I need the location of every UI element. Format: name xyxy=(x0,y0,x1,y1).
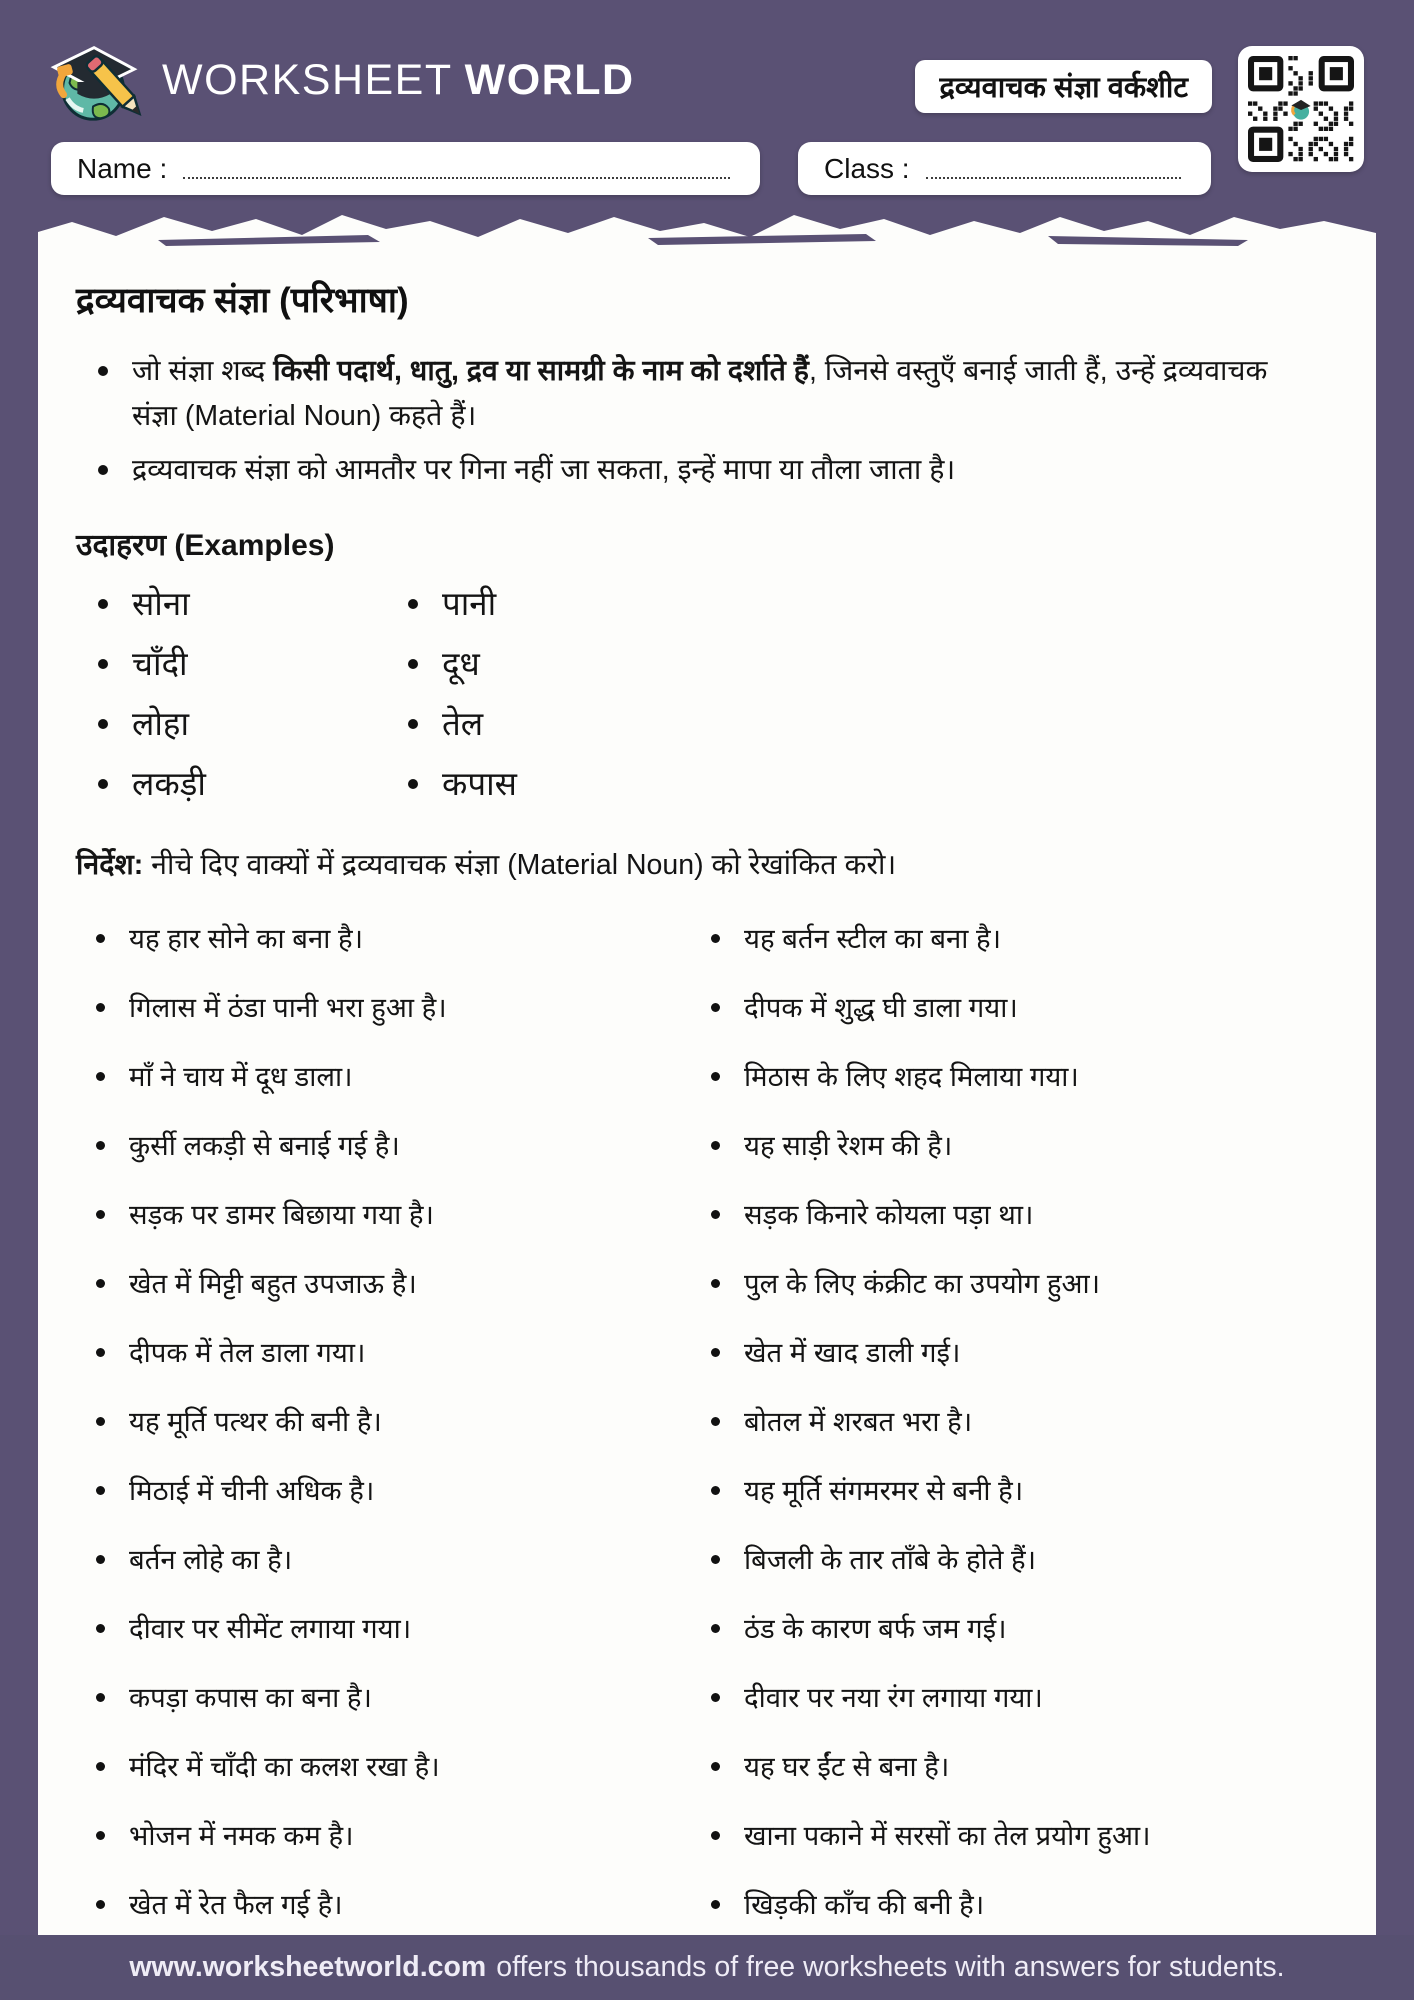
sentence-text: मिठाई में चीनी अधिक है। xyxy=(129,1475,375,1506)
sentence-item xyxy=(76,991,691,1024)
sentence-item xyxy=(691,1474,1342,1507)
brand-first: WORKSHEET xyxy=(162,56,453,104)
sentence-text: दीपक में शुद्ध घी डाला गया। xyxy=(744,992,1018,1023)
bullet-icon xyxy=(711,1762,720,1771)
class-input-line[interactable] xyxy=(926,151,1181,179)
sentence-text: कपड़ा कपास का बना है। xyxy=(129,1682,372,1713)
examples-columns xyxy=(76,584,1342,824)
example-word: लकड़ी xyxy=(132,765,206,802)
bullet-icon xyxy=(711,1210,720,1219)
bullet-icon xyxy=(408,659,418,669)
name-label: Name : xyxy=(77,153,168,184)
examples-column-2 xyxy=(386,584,696,824)
sentence-text: यह बर्तन स्टील का बना है। xyxy=(744,923,1002,954)
sentence-item xyxy=(76,1060,691,1093)
sentence-item xyxy=(691,1750,1342,1783)
bullet-icon xyxy=(96,1762,105,1771)
sentence-text: खाना पकाने में सरसों का तेल प्रयोग हुआ। xyxy=(744,1820,1151,1851)
instruction-line xyxy=(76,846,1342,884)
sentence-text: दीवार पर सीमेंट लगाया गया। xyxy=(129,1613,412,1644)
bullet-icon xyxy=(96,934,105,943)
examples-column-1 xyxy=(76,584,386,824)
example-item xyxy=(76,584,386,624)
bullet-icon xyxy=(98,465,108,475)
example-item xyxy=(76,644,386,684)
sentence-item xyxy=(691,1612,1342,1645)
bullet-icon xyxy=(96,1900,105,1909)
footer-text: offers thousands of free worksheets with answers for students. xyxy=(496,1951,1285,1983)
sentence-item xyxy=(691,1819,1342,1852)
sentence-text: भोजन में नमक कम है। xyxy=(129,1820,354,1851)
name-field xyxy=(51,142,760,195)
sentence-column-2 xyxy=(691,922,1342,1957)
bullet-icon xyxy=(96,1624,105,1633)
sentence-item xyxy=(76,1198,691,1231)
bullet-icon xyxy=(711,1417,720,1426)
sentence-text: सड़क पर डामर बिछाया गया है। xyxy=(129,1199,434,1230)
sentence-item xyxy=(691,1681,1342,1714)
sentence-item xyxy=(691,922,1342,955)
sentence-text: यह घर ईंट से बना है। xyxy=(744,1751,950,1782)
brand-wordmark xyxy=(162,56,635,105)
bullet-icon xyxy=(711,934,720,943)
bullet-icon xyxy=(96,1555,105,1564)
sentence-item xyxy=(76,1612,691,1645)
class-label: Class : xyxy=(824,153,910,184)
definition-list xyxy=(76,349,1342,493)
worksheet-paper xyxy=(38,248,1376,1935)
sentence-item xyxy=(76,1129,691,1162)
sentence-columns xyxy=(76,922,1342,1957)
sentence-text: गिलास में ठंडा पानी भरा हुआ है। xyxy=(129,992,447,1023)
qr-center-logo xyxy=(1289,97,1312,120)
definition-item xyxy=(76,448,1306,493)
bullet-icon xyxy=(711,1072,720,1081)
sentence-item xyxy=(691,1405,1342,1438)
sentence-text: यह मूर्ति संगमरमर से बनी है। xyxy=(744,1475,1024,1506)
bullet-icon xyxy=(96,1279,105,1288)
bullet-icon xyxy=(96,1141,105,1150)
sentence-item xyxy=(76,1543,691,1576)
sentence-text: माँ ने चाय में दूध डाला। xyxy=(129,1061,353,1092)
example-word: लोहा xyxy=(132,705,189,742)
bullet-icon xyxy=(98,366,108,376)
example-word: तेल xyxy=(442,705,484,742)
sentence-item xyxy=(691,1888,1342,1921)
example-word: पानी xyxy=(442,585,497,622)
sentence-item xyxy=(691,1267,1342,1300)
sentence-text: यह मूर्ति पत्थर की बनी है। xyxy=(129,1406,382,1437)
sentence-text: यह हार सोने का बना है। xyxy=(129,923,364,954)
bullet-icon xyxy=(96,1693,105,1702)
sentence-item xyxy=(76,1336,691,1369)
footer-site-url: www.worksheetworld.com xyxy=(129,1951,487,1983)
bullet-icon xyxy=(711,1693,720,1702)
class-field xyxy=(798,142,1211,195)
sentence-item xyxy=(691,1336,1342,1369)
sentence-item xyxy=(76,1819,691,1852)
sentence-text: खिड़की काँच की बनी है। xyxy=(744,1889,985,1920)
example-item xyxy=(76,764,386,804)
examples-heading: उदाहरण (Examples) xyxy=(76,529,335,562)
bullet-icon xyxy=(96,1486,105,1495)
sentence-text: यह साड़ी रेशम की है। xyxy=(744,1130,953,1161)
sentence-text: खेत में मिट्टी बहुत उपजाऊ है। xyxy=(129,1268,417,1299)
bullet-icon xyxy=(711,1003,720,1012)
sentence-text: मंदिर में चाँदी का कलश रखा है। xyxy=(129,1751,440,1782)
sentence-item xyxy=(76,1888,691,1921)
example-item xyxy=(76,704,386,744)
instruction-label: निर्देश: xyxy=(76,849,144,881)
sentence-text: बोतल में शरबत भरा है। xyxy=(744,1406,973,1437)
bullet-icon xyxy=(98,779,108,789)
sentence-text: पुल के लिए कंक्रीट का उपयोग हुआ। xyxy=(744,1268,1101,1299)
bullet-icon xyxy=(408,719,418,729)
bullet-icon xyxy=(408,599,418,609)
qr-finder-bottom-left xyxy=(1248,127,1283,162)
example-word: सोना xyxy=(132,585,190,622)
definition-item xyxy=(76,349,1306,439)
bullet-icon xyxy=(711,1486,720,1495)
bullet-icon xyxy=(711,1279,720,1288)
example-word: दूध xyxy=(442,645,480,682)
sentence-text: दीवार पर नया रंग लगाया गया। xyxy=(744,1682,1043,1713)
example-item xyxy=(386,704,696,744)
sentence-item xyxy=(691,1129,1342,1162)
sentence-item xyxy=(691,1198,1342,1231)
sentence-item xyxy=(76,1681,691,1714)
sentence-text: मिठास के लिए शहद मिलाया गया। xyxy=(744,1061,1079,1092)
bullet-icon xyxy=(96,1831,105,1840)
instruction-text: नीचे दिए वाक्यों में द्रव्यवाचक संज्ञा (Material Noun) को रेखांकित करो। xyxy=(143,849,897,881)
sentence-text: ठंड के कारण बर्फ जम गई। xyxy=(744,1613,1007,1644)
sentence-item xyxy=(691,1060,1342,1093)
worksheet-topic-badge: द्रव्यवाचक संज्ञा वर्कशीट xyxy=(915,60,1212,113)
sentence-item xyxy=(76,1405,691,1438)
sentence-item xyxy=(76,1267,691,1300)
qr-finder-top-left xyxy=(1248,56,1283,91)
sentence-item xyxy=(691,991,1342,1024)
sentence-column-1 xyxy=(76,922,691,1957)
sentence-text: बिजली के तार ताँबे के होते हैं। xyxy=(744,1544,1037,1575)
bullet-icon xyxy=(711,1348,720,1357)
bullet-icon xyxy=(711,1900,720,1909)
example-word: चाँदी xyxy=(132,645,188,682)
definition-text: जो संज्ञा शब्द किसी पदार्थ, धातु, द्रव या सामग्री के नाम को दर्शाते हैं, जिनसे वस्तुएँ बनाई जाती हैं, उन्हें द्रव्यवाचक संज्ञा (Material Noun) कहते हैं। xyxy=(132,355,1268,432)
bullet-icon xyxy=(96,1348,105,1357)
sentence-text: खेत में खाद डाली गई। xyxy=(744,1337,961,1368)
sentence-item xyxy=(76,1750,691,1783)
sentence-text: कुर्सी लकड़ी से बनाई गई है। xyxy=(129,1130,400,1161)
sentence-text: बर्तन लोहे का है। xyxy=(129,1544,293,1575)
example-item xyxy=(386,584,696,624)
example-item xyxy=(386,644,696,684)
bullet-icon xyxy=(96,1072,105,1081)
bullet-icon xyxy=(98,719,108,729)
sentence-item xyxy=(76,922,691,955)
sentence-item xyxy=(76,1474,691,1507)
bullet-icon xyxy=(408,779,418,789)
bullet-icon xyxy=(711,1555,720,1564)
footer-bar xyxy=(0,1935,1414,2000)
bullet-icon xyxy=(96,1003,105,1012)
sentence-text: सड़क किनारे कोयला पड़ा था। xyxy=(744,1199,1034,1230)
name-input-line[interactable] xyxy=(183,151,730,179)
sentence-text: खेत में रेत फैल गई है। xyxy=(129,1889,343,1920)
bullet-icon xyxy=(96,1417,105,1426)
worksheet-title: द्रव्यवाचक संज्ञा (परिभाषा) xyxy=(76,281,409,320)
example-item xyxy=(386,764,696,804)
sentence-item xyxy=(691,1543,1342,1576)
bullet-icon xyxy=(96,1210,105,1219)
bullet-icon xyxy=(711,1141,720,1150)
qr-finder-top-right xyxy=(1319,56,1354,91)
bullet-icon xyxy=(98,659,108,669)
bullet-icon xyxy=(711,1624,720,1633)
bullet-icon xyxy=(711,1831,720,1840)
torn-paper-edge xyxy=(38,208,1376,250)
example-word: कपास xyxy=(442,765,517,802)
brand-second: WORLD xyxy=(464,56,635,104)
qr-code xyxy=(1238,46,1364,172)
sentence-text: दीपक में तेल डाला गया। xyxy=(129,1337,366,1368)
bullet-icon xyxy=(98,599,108,609)
definition-text: द्रव्यवाचक संज्ञा को आमतौर पर गिना नहीं जा सकता, इन्हें मापा या तौला जाता है। xyxy=(132,454,956,486)
brand-logo-icon xyxy=(42,28,150,130)
